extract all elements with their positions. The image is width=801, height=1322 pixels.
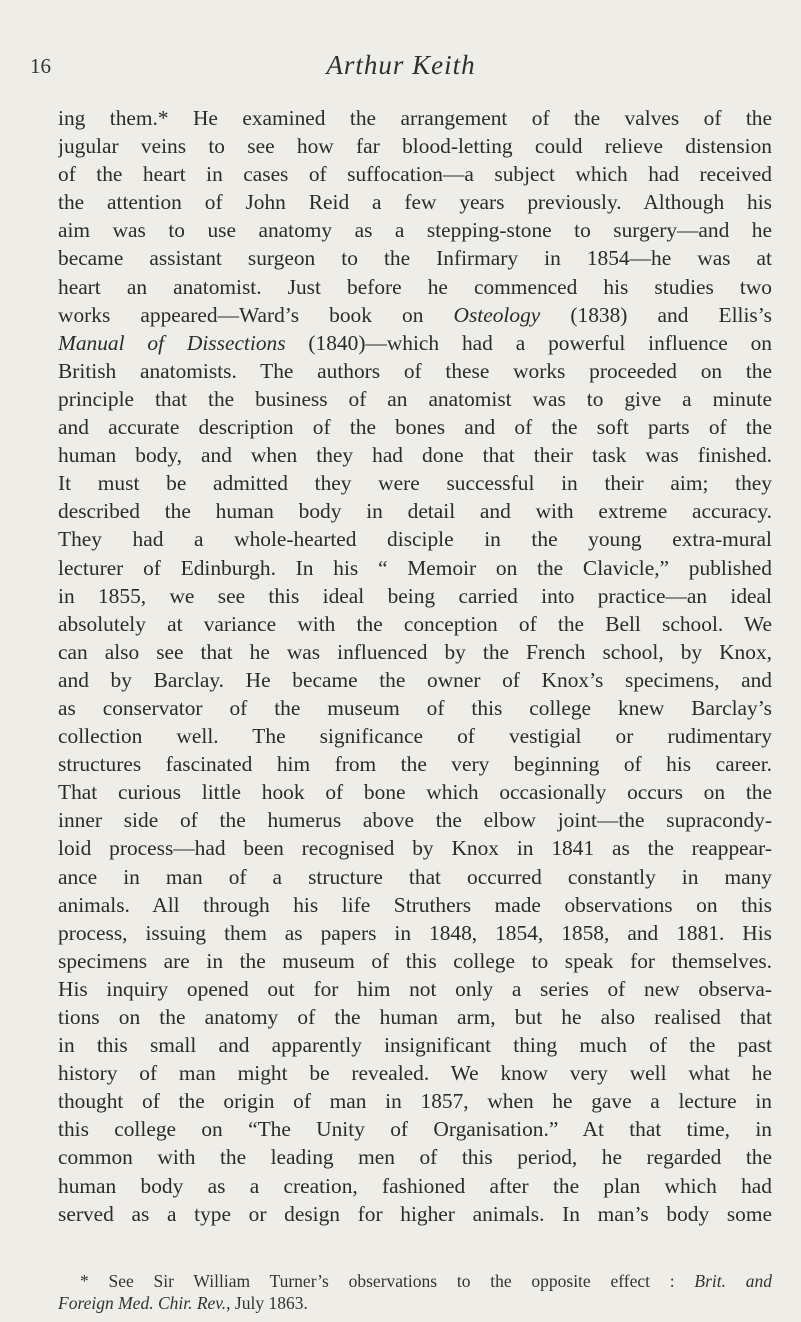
text-line: process, issuing them as papers in 1848, 1854, 1858, and 1881. His xyxy=(58,920,772,945)
page-number: 16 xyxy=(30,54,51,78)
text-line: of the heart in cases of suffocation—a subject which had received xyxy=(58,162,772,187)
text-line: It must be admitted they were successful in their aim; they xyxy=(58,471,772,496)
text-line: this college on “The Unity of Organisation.” At that time, in xyxy=(58,1117,772,1142)
text-line: works appeared—Ward’s book on Osteology (1838) and Ellis’s xyxy=(58,302,772,327)
text-line: in this small and apparently insignificant thing much of the past xyxy=(58,1033,772,1058)
text-line: in 1855, we see this ideal being carried into practice—an ideal xyxy=(58,583,772,608)
text-line: became assistant surgeon to the Infirmary in 1854—he was at xyxy=(58,246,772,271)
text-line: inner side of the humerus above the elbow joint—the supracondy- xyxy=(58,808,772,833)
text-line: the attention of John Reid a few years previously. Although his xyxy=(58,190,772,215)
text-line: animals. All through his life Struthers made observations on this xyxy=(58,892,772,917)
text-line: can also see that he was influenced by the French school, by Knox, xyxy=(58,639,772,664)
text-line: thought of the origin of man in 1857, when he gave a lecture in xyxy=(58,1089,772,1114)
text-line: and accurate description of the bones and of the soft parts of the xyxy=(58,415,772,440)
text-line: specimens are in the museum of this college to speak for themselves. xyxy=(58,948,772,973)
text-line: That curious little hook of bone which occasionally occurs on the xyxy=(58,780,772,805)
text-line: heart an anatomist. Just before he commenced his studies two xyxy=(58,274,772,299)
footnote-line: * See Sir William Turner’s observations to the opposite effect : Brit. and xyxy=(80,1271,772,1291)
text-line: aim was to use anatomy as a stepping-stone to surgery—and he xyxy=(58,218,772,243)
text-line: loid process—had been recognised by Knox in 1841 as the reappear- xyxy=(58,836,772,861)
running-title: Arthur Keith xyxy=(326,50,476,80)
text-line: British anatomists. The authors of these works proceeded on the xyxy=(58,358,772,383)
text-line: history of man might be revealed. We know very well what he xyxy=(58,1061,772,1086)
text-line: described the human body in detail and with extreme accuracy. xyxy=(58,499,772,524)
text-line: served as a type or design for higher animals. In man’s body some xyxy=(58,1201,772,1226)
text-line: absolutely at variance with the conception of the Bell school. We xyxy=(58,611,772,636)
text-line: lecturer of Edinburgh. In his “ Memoir on the Clavicle,” published xyxy=(58,555,772,580)
text-line: collection well. The significance of vestigial or rudimentary xyxy=(58,724,772,749)
text-line: His inquiry opened out for him not only a series of new observa- xyxy=(58,976,772,1001)
text-line: human body as a creation, fashioned after the plan which had xyxy=(58,1173,772,1198)
text-line: and by Barclay. He became the owner of Knox’s specimens, and xyxy=(58,667,772,692)
text-line: ance in man of a structure that occurred constantly in many xyxy=(58,864,772,889)
text-line: principle that the business of an anatomist was to give a minute xyxy=(58,386,772,411)
text-line: Manual of Dissections (1840)—which had a powerful influence on xyxy=(58,330,772,355)
text-line: common with the leading men of this period, he regarded the xyxy=(58,1145,772,1170)
text-line: human body, and when they had done that their task was finished. xyxy=(58,443,772,468)
text-line: structures fascinated him from the very beginning of his career. xyxy=(58,752,772,777)
text-line: as conservator of the museum of this college knew Barclay’s xyxy=(58,695,772,720)
text-line: ing them.* He examined the arrangement of the valves of the xyxy=(58,106,772,130)
body-text xyxy=(58,104,772,1228)
footnote xyxy=(58,1270,772,1314)
text-line: jugular veins to see how far blood-letting could relieve distension xyxy=(58,134,772,159)
text-line: They had a whole-hearted disciple in the young extra-mural xyxy=(58,527,772,552)
running-head xyxy=(30,50,772,90)
text-line: tions on the anatomy of the human arm, but he also realised that xyxy=(58,1005,772,1029)
footnote-line: Foreign Med. Chir. Rev., July 1863. xyxy=(58,1293,308,1313)
